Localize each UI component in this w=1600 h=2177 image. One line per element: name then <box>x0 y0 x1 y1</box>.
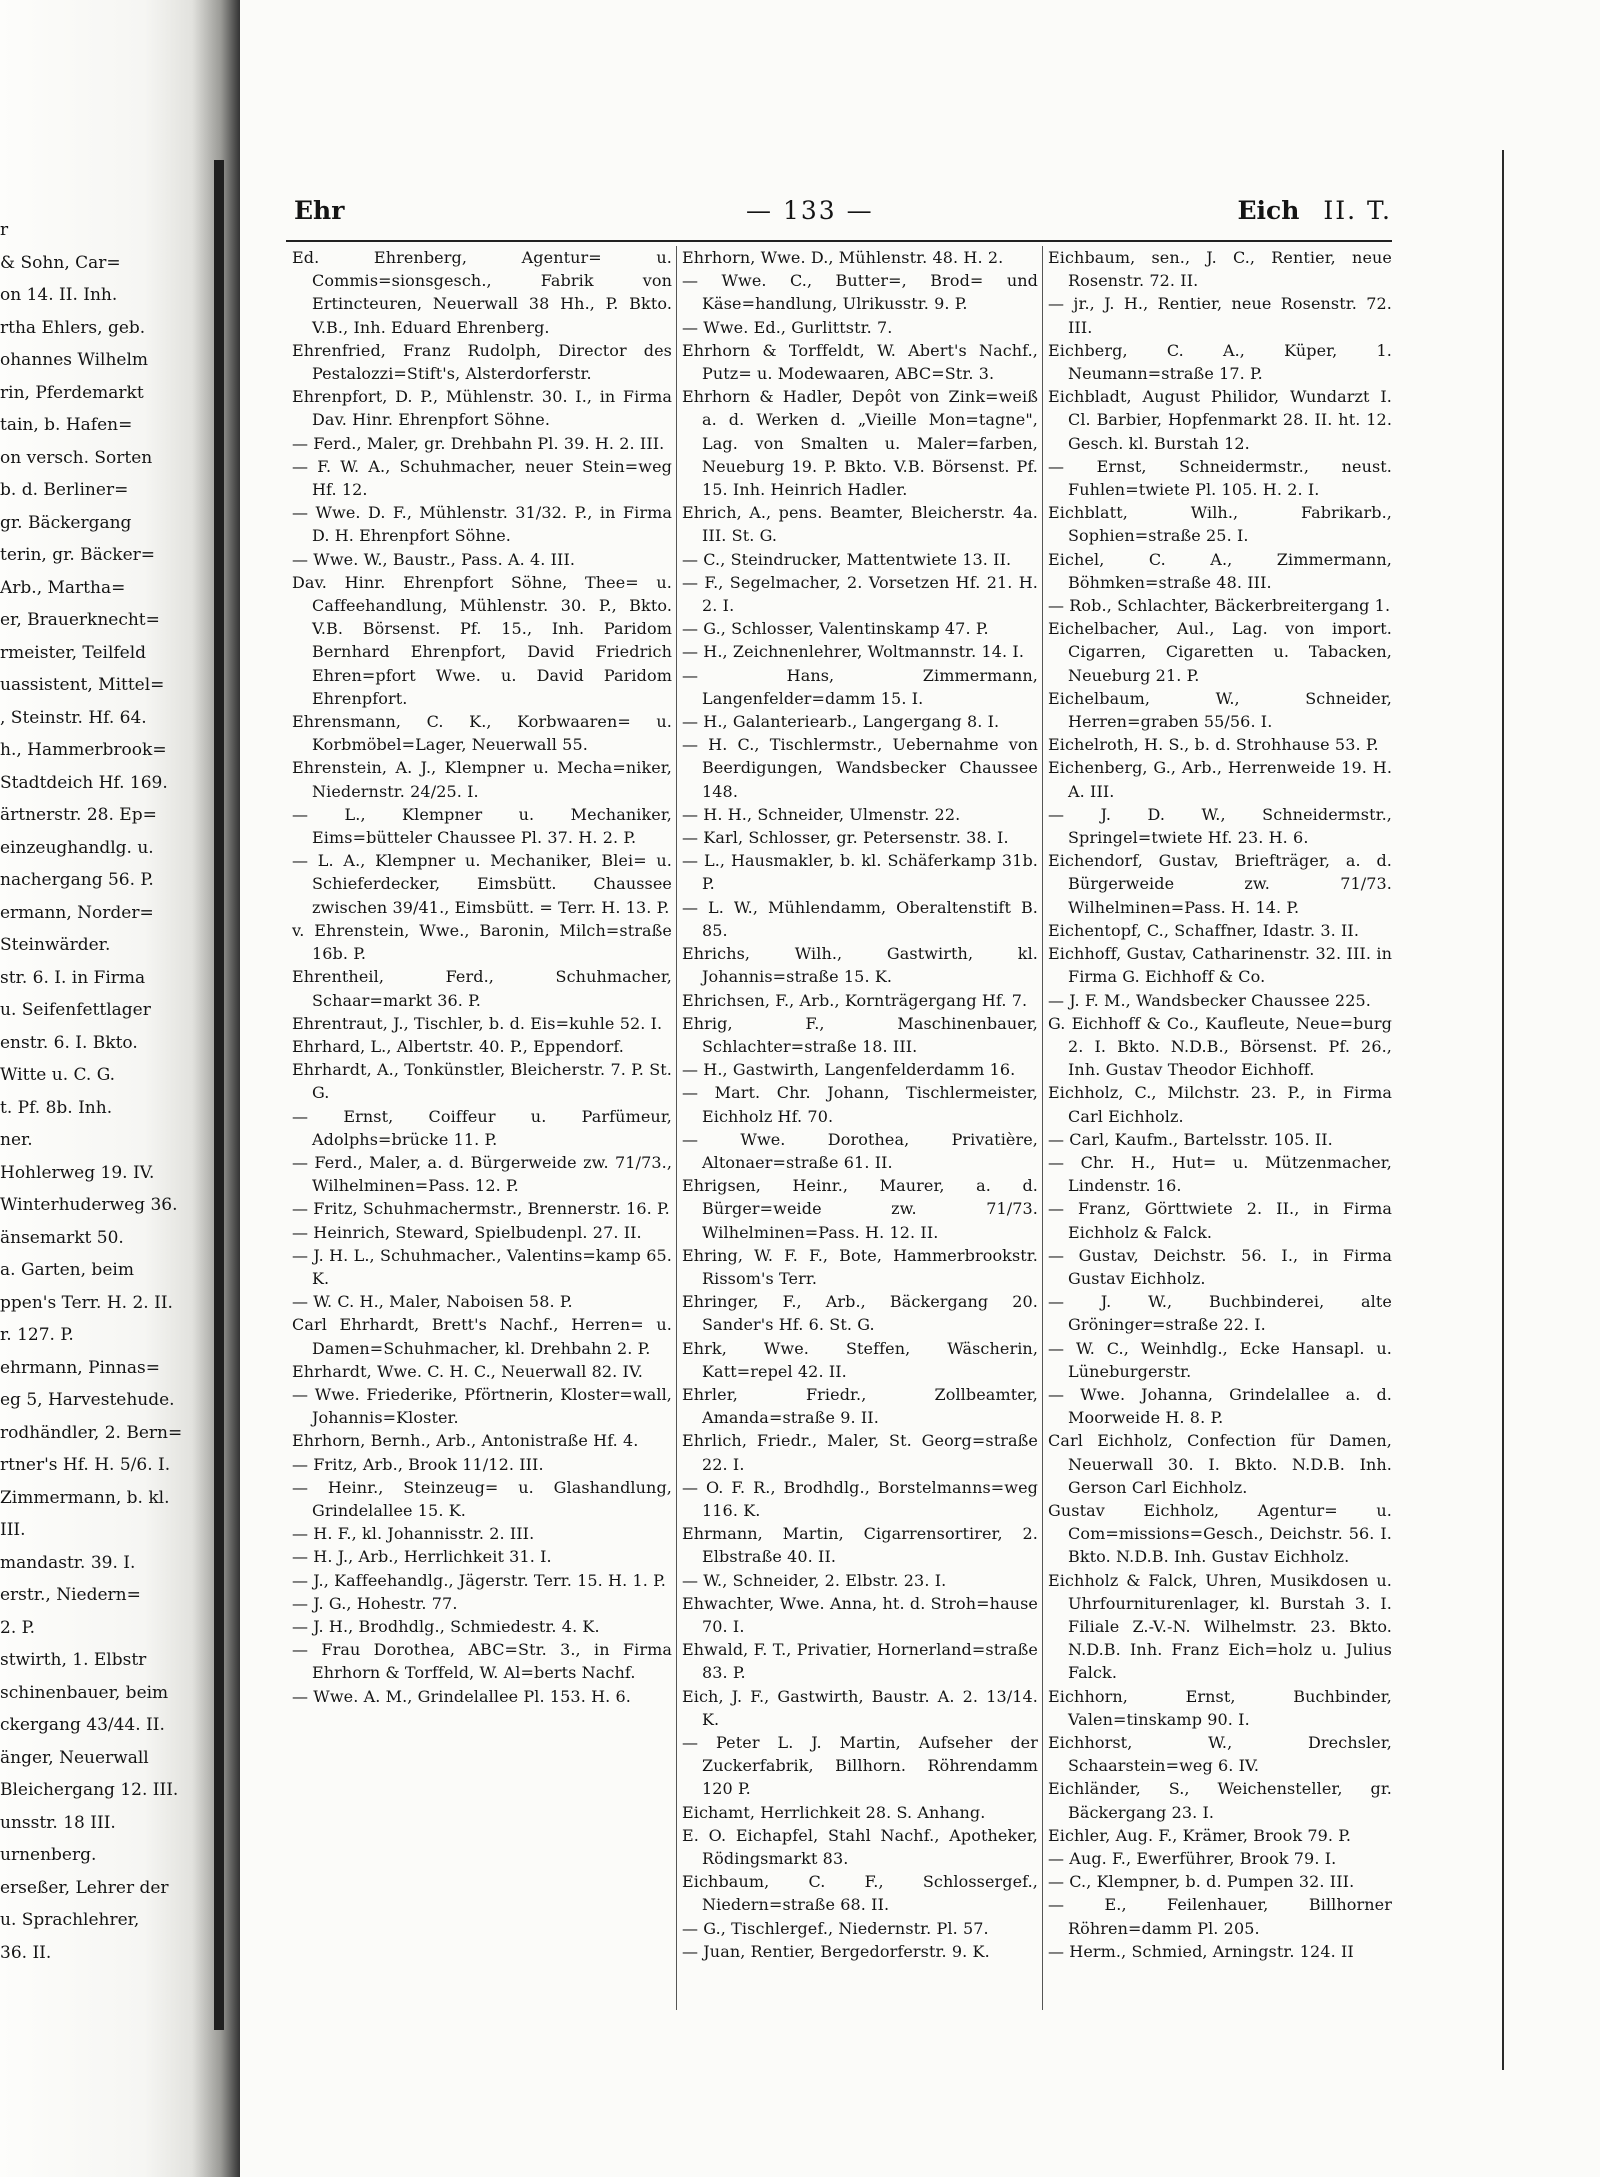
directory-entry: — jr., J. H., Rentier, neue Rosenstr. 72. III. <box>1048 294 1392 337</box>
previous-page-line: Winterhuderweg 36. <box>0 1195 178 1215</box>
directory-entry: — J. H., Brodhdlg., Schmiedestr. 4. K. <box>292 1616 600 1636</box>
header-rule <box>286 240 1392 242</box>
directory-entry: — H., Galanteriearb., Langergang 8. I. <box>682 712 1000 732</box>
directory-entry: Eichenberg, G., Arb., Herrenweide 19. H. A. III. <box>1048 758 1392 801</box>
previous-page-line: änsemarkt 50. <box>0 1227 124 1248</box>
directory-entry: v. Ehrenstein, Wwe., Baronin, Milch=straße 16b. P. <box>292 920 672 964</box>
directory-entry: — Fritz, Schuhmachermstr., Brennerstr. 16. P. <box>292 1199 670 1219</box>
directory-entry: Eichhorst, W., Drechsler, Schaarstein=weg 6. IV. <box>1048 1733 1392 1776</box>
directory-entry: — Ferd., Maler, a. d. Bürgerweide zw. 71/73., Wilhelminen=Pass. 12. P. <box>292 1152 672 1196</box>
directory-entry: — Mart. Chr. Johann, Tischlermeister, Eichholz Hf. 70. <box>682 1083 1038 1126</box>
directory-entry: — Fritz, Arb., Brook 11/12. III. <box>292 1454 544 1474</box>
directory-entry: — Franz, Görttwiete 2. II., in Firma Eichholz & Falck. <box>1048 1199 1392 1242</box>
directory-entry: — L. W., Mühlendamm, Oberaltenstift B. 85. <box>682 897 1038 940</box>
previous-page-line: ehrmann, Pinnas= <box>0 1357 160 1378</box>
directory-entry: Ehrmann, Martin, Cigarrensortirer, 2. Elbstraße 40. II. <box>682 1524 1038 1567</box>
directory-entry: Dav. Hinr. Ehrenpfort Söhne, Thee= u. Caffeehandlung, Mühlenstr. 30. P., Bkto. V.B. Börsenst. Pf. 15., Inh. Paridom Bernhard Ehrenpfort, David Friedrich Ehren=pfort Wwe. u. David Paridom Ehrenpfort. <box>292 572 672 708</box>
directory-entry: Carl Ehrhardt, Brett's Nachf., Herren= u. Damen=Schuhmacher, kl. Drehbahn 2. P. <box>292 1315 672 1358</box>
directory-entry: — W., Schneider, 2. Elbstr. 23. I. <box>682 1570 947 1590</box>
directory-entry: — Wwe. W., Baustr., Pass. A. 4. III. <box>292 549 576 569</box>
column-divider <box>1042 246 1043 2010</box>
directory-entry: — Wwe. Ed., Gurlittstr. 7. <box>682 317 893 337</box>
directory-entry: — J. G., Hohestr. 77. <box>292 1593 458 1613</box>
directory-entry: — L. A., Klempner u. Mechaniker, Blei= u. Schieferdecker, Eimsbütt. Chaussee zwischen 39/41., Eimsbütt. = Terr. H. 13. P. <box>292 851 672 917</box>
directory-entry: — G., Schlosser, Valentinskamp 47. P. <box>682 619 989 639</box>
previous-page-line: er, Brauerknecht= <box>0 610 160 630</box>
directory-entry: Eichbladt, August Philidor, Wundarzt I. Cl. Barbier, Hopfenmarkt 28. II. ht. 12. Gesch. kl. Burstah 12. <box>1048 387 1392 453</box>
directory-entry: Ehrentraut, J., Tischler, b. d. Eis=kuhle 52. I. <box>292 1013 663 1033</box>
directory-entry: Ehrhardt, A., Tonkünstler, Bleicherstr. 7. P. St. G. <box>292 1060 672 1103</box>
directory-entry: — Ernst, Schneidermstr., neust. Fuhlen=twiete Pl. 105. H. 2. I. <box>1048 456 1392 500</box>
directory-column-1 <box>292 246 672 1708</box>
previous-page-line: einzeughandlg. u. <box>0 837 154 858</box>
directory-column-2 <box>682 246 1038 1963</box>
directory-entry: — H. F., kl. Johannisstr. 2. III. <box>292 1524 535 1544</box>
directory-entry: — Wwe. Dorothea, Privatière, Altonaer=straße 61. II. <box>682 1129 1038 1172</box>
directory-entry: Eichentopf, C., Schaffner, Idastr. 3. II. <box>1048 920 1360 940</box>
directory-entry: — H. H., Schneider, Ulmenstr. 22. <box>682 804 961 824</box>
previous-page-line: rin, Pferdemarkt <box>0 382 144 403</box>
previous-page-line: III. <box>0 1520 26 1540</box>
directory-entry: Eichholz & Falck, Uhren, Musikdosen u. Uhrfourniturenlager, kl. Burstah 3. I. Filiale Z.-V.-N. Wilhelmstr. 23. Bkto. N.D.B. Inh. Franz Eich=holz u. Julius Falck. <box>1048 1570 1392 1683</box>
directory-entry: Ehwald, F. T., Privatier, Hornerland=straße 83. P. <box>682 1640 1038 1683</box>
directory-entry: E. O. Eichapfel, Stahl Nachf., Apotheker, Rödingsmarkt 83. <box>682 1825 1038 1869</box>
directory-entry: Ehrichs, Wilh., Gastwirth, kl. Johannis=straße 15. K. <box>682 944 1038 987</box>
directory-entry: Eichbaum, C. F., Schlossergef., Niedern=straße 68. II. <box>682 1872 1038 1915</box>
directory-entry: — J., Kaffeehandlg., Jägerstr. Terr. 15. H. 1. P. <box>292 1570 666 1590</box>
directory-entry: — Frau Dorothea, ABC=Str. 3., in Firma Ehrhorn & Torffeld, W. Al=berts Nachf. <box>292 1640 672 1683</box>
directory-entry: Ehrig, F., Maschinenbauer, Schlachter=straße 18. III. <box>682 1013 1038 1056</box>
directory-entry: Eichamt, Herrlichkeit 28. S. Anhang. <box>682 1802 986 1822</box>
directory-entry: Carl Eichholz, Confection für Damen, Neuerwall 30. I. Bkto. N.D.B. Inh. Gerson Carl Eichholz. <box>1048 1431 1392 1497</box>
directory-entry: Eichelbaum, W., Schneider, Herren=graben 55/56. I. <box>1048 688 1392 732</box>
previous-page-line: eg 5, Harvestehude. <box>0 1390 175 1410</box>
previous-page-line: uassistent, Mittel= <box>0 675 165 695</box>
directory-entry: — H., Zeichnenlehrer, Woltmannstr. 14. I. <box>682 642 1025 662</box>
directory-entry: Ehrichsen, F., Arb., Kornträgergang Hf. 7. <box>682 990 1028 1010</box>
directory-entry: — J. D. W., Schneidermstr., Springel=twiete Hf. 23. H. 6. <box>1048 804 1392 848</box>
directory-entry: Ehringer, F., Arb., Bäckergang 20. Sander's Hf. 6. St. G. <box>682 1292 1038 1335</box>
directory-entry: Eichelbacher, Aul., Lag. von import. Cigarren, Cigaretten u. Tabacken, Neueburg 21. P. <box>1048 619 1392 685</box>
directory-entry: Eichler, Aug. F., Krämer, Brook 79. P. <box>1048 1825 1352 1845</box>
directory-entry: Eichhorn, Ernst, Buchbinder, Valen=tinskamp 90. I. <box>1048 1686 1392 1729</box>
previous-page-line: unsstr. 18 III. <box>0 1812 116 1833</box>
directory-entry: — E., Feilenhauer, Billhorner Röhren=damm Pl. 205. <box>1048 1895 1392 1938</box>
directory-entry: — H., Gastwirth, Langenfelderdamm 16. <box>682 1060 1016 1080</box>
previous-page-line: 36. II. <box>0 1942 52 1963</box>
header-right-keyword <box>1237 196 1392 225</box>
directory-entry: — F., Segelmacher, 2. Vorsetzen Hf. 21. H. 2. I. <box>682 572 1038 616</box>
directory-entry: — O. F. R., Brodhdlg., Borstelmanns=weg 116. K. <box>682 1477 1038 1520</box>
previous-page-line: b. d. Berliner= <box>0 480 129 500</box>
previous-page-line: r <box>0 220 9 240</box>
directory-entry: — H. C., Tischlermstr., Uebernahme von Beerdigungen, Wandsbecker Chaussee 148. <box>682 735 1038 801</box>
previous-page-line: rodhändler, 2. Bern= <box>0 1422 183 1443</box>
directory-entry: Ehrigsen, Heinr., Maurer, a. d. Bürger=weide zw. 71/73. Wilhelminen=Pass. H. 12. II. <box>682 1176 1038 1242</box>
directory-entry: Eichhoff, Gustav, Catharinenstr. 32. III. in Firma G. Eichhoff & Co. <box>1048 944 1392 987</box>
directory-entry: — Wwe. D. F., Mühlenstr. 31/32. P., in Firma D. H. Ehrenpfort Söhne. <box>292 503 672 546</box>
directory-entry: Ehwachter, Wwe. Anna, ht. d. Stroh=hause 70. I. <box>682 1593 1038 1636</box>
directory-entry: Ehrich, A., pens. Beamter, Bleicherstr. 4a. III. St. G. <box>682 503 1038 546</box>
directory-entry: Eich, J. F., Gastwirth, Baustr. A. 2. 13/14. K. <box>682 1686 1038 1729</box>
directory-entry: — Heinrich, Steward, Spielbudenpl. 27. II. <box>292 1222 642 1242</box>
directory-entry: — W. C. H., Maler, Naboisen 58. P. <box>292 1292 573 1312</box>
previous-page-column <box>0 214 183 1969</box>
directory-entry: Ehrenstein, A. J., Klempner u. Mecha=niker, Niedernstr. 24/25. I. <box>292 758 672 801</box>
page-header <box>286 196 1392 236</box>
directory-entry: Ehrler, Friedr., Zollbeamter, Amanda=straße 9. II. <box>682 1384 1038 1428</box>
previous-page-line: on 14. II. Inh. <box>0 285 118 305</box>
directory-entry: — J. W., Buchbinderei, alte Gröninger=straße 22. I. <box>1048 1292 1392 1335</box>
directory-entry: — Herm., Schmied, Arningstr. 124. II <box>1048 1941 1354 1961</box>
directory-entry: G. Eichhoff & Co., Kaufleute, Neue=burg 2. I. Bkto. N.D.B., Börsenst. Pf. 26., Inh. Gustav Theodor Eichhoff. <box>1048 1013 1392 1080</box>
directory-entry: Ed. Ehrenberg, Agentur= u. Commis=sionsgesch., Fabrik von Ertincteuren, Neuerwall 38 Hh., P. Bkto. V.B., Inh. Eduard Ehrenberg. <box>292 248 672 337</box>
directory-entry: Ehrhorn, Wwe. D., Mühlenstr. 48. H. 2. <box>682 248 1004 267</box>
directory-entry: Ehring, W. F. F., Bote, Hammerbrookstr. Rissom's Terr. <box>682 1245 1038 1288</box>
previous-page-line: Stadtdeich Hf. 169. <box>0 772 168 793</box>
previous-page-line: erseßer, Lehrer der <box>0 1877 169 1898</box>
directory-entry: Ehrenpfort, D. P., Mühlenstr. 30. I., in Firma Dav. Hinr. Ehrenpfort Söhne. <box>292 387 672 430</box>
directory-entry: — W. C., Weinhdlg., Ecke Hansapl. u. Lüneburgerstr. <box>1048 1338 1392 1381</box>
previous-page-line: mandastr. 39. I. <box>0 1552 136 1573</box>
previous-page-line: Bleichergang 12. III. <box>0 1780 179 1800</box>
previous-page-line: Steinwärder. <box>0 935 111 955</box>
directory-entry: — F. W. A., Schuhmacher, neuer Stein=weg Hf. 12. <box>292 456 672 500</box>
previous-page-line: ärtnerstr. 28. Ep= <box>0 805 157 825</box>
previous-page-line: rmeister, Teilfeld <box>0 642 147 663</box>
previous-page-line: & Sohn, Car= <box>0 252 121 273</box>
book-spine <box>214 160 224 2030</box>
directory-entry: Ehrk, Wwe. Steffen, Wäscherin, Katt=repel 42. II. <box>682 1338 1038 1381</box>
previous-page-line: änger, Neuerwall <box>0 1747 149 1768</box>
directory-entry: — Wwe. Johanna, Grindelallee a. d. Moorweide H. 8. P. <box>1048 1384 1392 1428</box>
directory-entry: — Ferd., Maler, gr. Drehbahn Pl. 39. H. 2. III. <box>292 433 665 453</box>
previous-page-line: ermann, Norder= <box>0 902 154 923</box>
directory-entry: — Rob., Schlachter, Bäckerbreitergang 1. <box>1048 596 1391 616</box>
directory-entry: Eichendorf, Gustav, Briefträger, a. d. Bürgerweide zw. 71/73. Wilhelminen=Pass. H. 14. P. <box>1048 851 1392 917</box>
directory-entry: — C., Steindrucker, Mattentwiete 13. II. <box>682 549 1012 569</box>
directory-entry: Eichelroth, H. S., b. d. Strohhause 53. P. <box>1048 735 1379 755</box>
previous-page-line: stwirth, 1. Elbstr <box>0 1650 147 1670</box>
previous-page-line: enstr. 6. I. Bkto. <box>0 1032 138 1053</box>
directory-entry: Ehrhorn & Hadler, Depôt von Zink=weiß a. d. Werken d. „Vieille Mon=tagne", Lag. von Smalten u. Maler=farben, Neueburg 19. P. Bkto. V.B. Börsenst. Pf. 15. Inh. Heinrich Hadler. <box>682 387 1038 500</box>
previous-page-line: gr. Bäckergang <box>0 512 132 533</box>
directory-entry: Ehrenfried, Franz Rudolph, Director des Pestalozzi=Stift's, Alsterdorferstr. <box>292 340 672 384</box>
previous-page-line: erstr., Niedern= <box>0 1585 141 1605</box>
directory-entry: Ehrlich, Friedr., Maler, St. Georg=straße 22. I. <box>682 1431 1038 1474</box>
directory-entry: Eichbaum, sen., J. C., Rentier, neue Rosenstr. 72. II. <box>1048 248 1392 291</box>
previous-page-line: terin, gr. Bäcker= <box>0 545 156 565</box>
page-number: — 133 — <box>746 196 874 225</box>
directory-entry: Ehrhardt, Wwe. C. H. C., Neuerwall 82. IV. <box>292 1361 643 1381</box>
directory-entry: — Heinr., Steinzeug= u. Glashandlung, Grindelallee 15. K. <box>292 1477 672 1520</box>
directory-entry: Eichblatt, Wilh., Fabrikarb., Sophien=straße 25. I. <box>1048 503 1392 546</box>
previous-page-line: Zimmermann, b. kl. <box>0 1487 170 1508</box>
previous-page-line: u. Seifenfettlager <box>0 1000 151 1020</box>
directory-page <box>256 150 1422 2050</box>
previous-page-line: schinenbauer, beim <box>0 1682 169 1703</box>
directory-entry: — Karl, Schlosser, gr. Petersenstr. 38. I. <box>682 828 1009 848</box>
previous-page-line: Hohlerweg 19. IV. <box>0 1162 155 1183</box>
directory-entry: Eichel, C. A., Zimmermann, Böhmken=straße 48. III. <box>1048 549 1392 592</box>
directory-entry: — Wwe. A. M., Grindelallee Pl. 153. H. 6. <box>292 1686 631 1706</box>
directory-entry: Gustav Eichholz, Agentur= u. Com=missions=Gesch., Deichstr. 56. I. Bkto. N.D.B. Inh. Gustav Eichholz. <box>1048 1500 1392 1567</box>
directory-entry: — Peter L. J. Martin, Aufseher der Zuckerfabrik, Billhorn. Röhrendamm 120 P. <box>682 1733 1038 1799</box>
directory-entry: — Wwe. C., Butter=, Brod= und Käse=handlung, Ulrikusstr. 9. P. <box>682 271 1038 314</box>
previous-page-line: ner. <box>0 1130 33 1150</box>
directory-entry: — Gustav, Deichstr. 56. I., in Firma Gustav Eichholz. <box>1048 1245 1392 1288</box>
directory-entry: — Chr. H., Hut= u. Mützenmacher, Lindenstr. 16. <box>1048 1152 1392 1196</box>
directory-entry: — H. J., Arb., Herrlichkeit 31. I. <box>292 1547 552 1567</box>
previous-page-line: rtha Ehlers, geb. <box>0 317 146 338</box>
directory-entry: — C., Klempner, b. d. Pumpen 32. III. <box>1048 1872 1355 1892</box>
previous-page-line: ckergang 43/44. II. <box>0 1715 165 1735</box>
directory-entry: — Carl, Kaufm., Bartelsstr. 105. II. <box>1048 1129 1333 1149</box>
previous-page-line: ohannes Wilhelm <box>0 350 149 370</box>
previous-page-line: 2. P. <box>0 1617 36 1638</box>
directory-entry: Ehrensmann, C. K., Korbwaaren= u. Korbmöbel=Lager, Neuerwall 55. <box>292 712 672 755</box>
directory-column-3 <box>1048 246 1392 1963</box>
previous-page-line: rtner's Hf. H. 5/6. I. <box>0 1455 171 1475</box>
directory-entry: — L., Hausmakler, b. kl. Schäferkamp 31b. P. <box>682 851 1038 894</box>
directory-entry: — Ernst, Coiffeur u. Parfümeur, Adolphs=brücke 11. P. <box>292 1106 672 1149</box>
previous-page-line: ppen's Terr. H. 2. II. <box>0 1292 173 1313</box>
page-edge-line <box>1502 150 1504 2070</box>
previous-page-line: t. Pf. 8b. Inh. <box>0 1097 113 1118</box>
previous-page-line: urnenberg. <box>0 1845 97 1865</box>
previous-page-line: a. Garten, beim <box>0 1260 134 1280</box>
directory-entry: Ehrhorn, Bernh., Arb., Antonistraße Hf. 4. <box>292 1431 639 1451</box>
directory-entry: Eichländer, S., Weichensteller, gr. Bäckergang 23. I. <box>1048 1779 1392 1822</box>
previous-page-line: on versch. Sorten <box>0 447 153 468</box>
directory-entry: — J. H. L., Schuhmacher., Valentins=kamp 65. K. <box>292 1245 672 1288</box>
directory-entry: Ehrentheil, Ferd., Schuhmacher, Schaar=markt 36. P. <box>292 967 672 1010</box>
directory-entry: Ehrhorn & Torffeldt, W. Abert's Nachf., Putz= u. Modewaaren, ABC=Str. 3. <box>682 340 1038 384</box>
previous-page-line: h., Hammerbrook= <box>0 740 167 760</box>
previous-page-line: nachergang 56. P. <box>0 870 154 890</box>
directory-entry: Eichberg, C. A., Küper, 1. Neumann=straße 17. P. <box>1048 340 1392 384</box>
directory-entry: Eichholz, C., Milchstr. 23. P., in Firma Carl Eichholz. <box>1048 1083 1392 1126</box>
previous-page-line: tain, b. Hafen= <box>0 415 133 435</box>
previous-page-line: Arb., Martha= <box>0 577 126 598</box>
directory-entry: — J. F. M., Wandsbecker Chaussee 225. <box>1048 990 1371 1010</box>
directory-entry: — Hans, Zimmermann, Langenfelder=damm 15. I. <box>682 665 1038 708</box>
directory-entry: Ehrhard, L., Albertstr. 40. P., Eppendorf. <box>292 1036 624 1056</box>
directory-entry: — Aug. F., Ewerführer, Brook 79. I. <box>1048 1849 1337 1869</box>
directory-entry: — L., Klempner u. Mechaniker, Eims=bütteler Chaussee Pl. 37. H. 2. P. <box>292 804 672 848</box>
directory-entry: — Wwe. Friederike, Pförtnerin, Kloster=wall, Johannis=Kloster. <box>292 1384 672 1428</box>
previous-page-line: r. 127. P. <box>0 1325 74 1345</box>
previous-page-line: , Steinstr. Hf. 64. <box>0 707 147 728</box>
previous-page-line: str. 6. I. in Firma <box>0 967 146 988</box>
directory-entry: — Juan, Rentier, Bergedorferstr. 9. K. <box>682 1941 990 1961</box>
directory-entry: — G., Tischlergef., Niedernstr. Pl. 57. <box>682 1918 989 1938</box>
part-label: II. T. <box>1323 196 1392 225</box>
previous-page-line: u. Sprachlehrer, <box>0 1910 140 1930</box>
column-divider <box>676 246 677 2010</box>
previous-page-line: Witte u. C. G. <box>0 1065 116 1085</box>
header-right-word: Eich <box>1237 196 1300 225</box>
header-left-keyword: Ehr <box>294 196 345 225</box>
